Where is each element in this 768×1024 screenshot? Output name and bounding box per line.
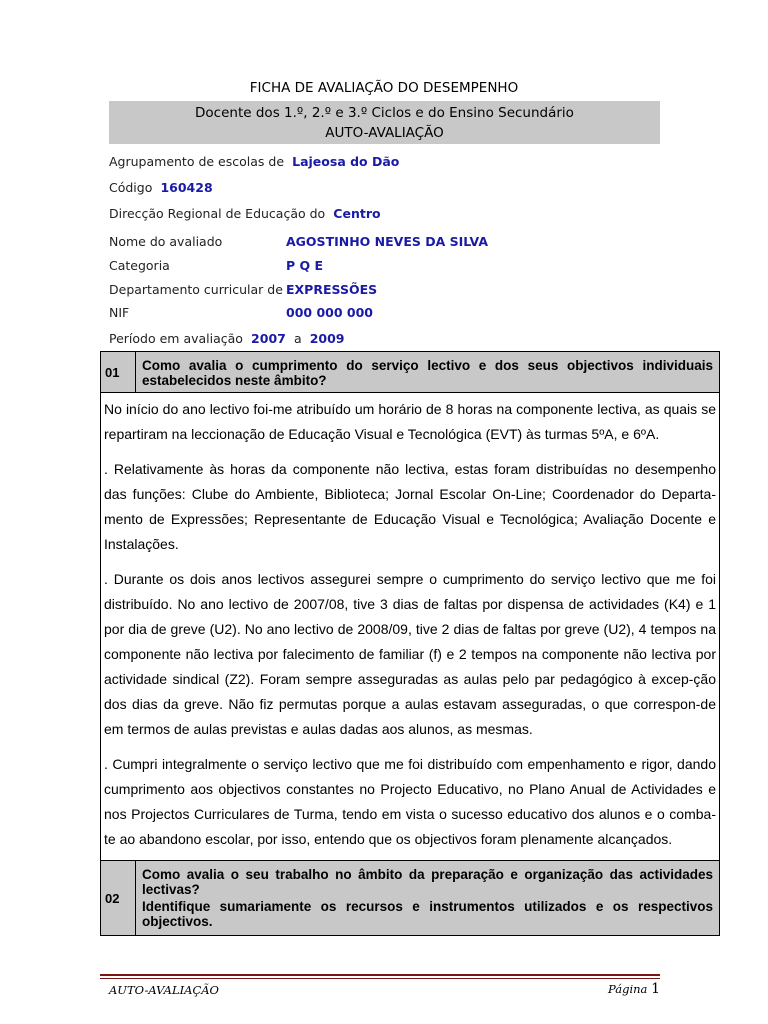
question-row <box>101 861 719 935</box>
answer-paragraph: . Relativamente às horas da componente não lectiva, estas foram distribuídas no desempenho das funções: Clube do Ambiente, Biblioteca; Jornal Escolar On-Line; Coordenador do Departa-mento de Expressões; Representante de Educação Visual e Tecnológica; Avaliação Docente e Instalações. <box>104 461 716 552</box>
periodo-row <box>109 328 348 347</box>
departamento-value: EXPRESSÕES <box>286 282 378 297</box>
question-row <box>101 352 719 393</box>
footer-divider-thin <box>100 978 660 979</box>
nif-value: 000 000 000 <box>286 305 373 320</box>
periodo-to: 2009 <box>309 331 345 346</box>
categoria-value: P Q E <box>286 258 324 273</box>
direccao-value: Centro <box>333 206 381 221</box>
codigo-label: Código <box>109 180 153 195</box>
question-text-block <box>136 861 719 935</box>
answer-paragraph: . Durante os dois anos lectivos assegurei sempre o cumprimento do serviço lectivo que me foi distribuído. No ano lectivo de 2007/08, tive 3 dias de faltas por dispensa de actividades (K4) e 1 por dia de greve (U2). No ano lectivo de 2008/09, tive 2 dias de faltas por greve (U2), 4 tempos na componente não lectiva por falecimento de familiar (f) e 2 tempos na componente não lectiva por actividade sindical (Z2). Foram sempre asseguradas as aulas pelo par pedagógico à excep-ção dos dias da greve. Não fiz permutas porque a aulas estavam asseguradas, o que correspon-de em termos de aulas previstas e aulas dadas aos alunos, as mesmas. <box>104 571 716 737</box>
question-number: 02 <box>101 861 136 935</box>
codigo-row <box>109 177 216 196</box>
nome-label: Nome do avaliado <box>109 234 223 249</box>
question-text: Como avalia o cumprimento do serviço lectivo e dos seus objectivos individuais estabelecidos neste âmbito? <box>142 358 713 388</box>
agrupamento-value: Lajeosa do Dão <box>292 154 400 169</box>
direccao-row <box>109 203 384 222</box>
question-text-secondary: Identifique sumariamente os recursos e instrumentos utilizados e os respectivos objectivos. <box>142 899 713 929</box>
departamento-label: Departamento curricular de <box>109 282 283 297</box>
periodo-label: Período em avaliação <box>109 331 243 346</box>
document-title: FICHA DE AVALIAÇÃO DO DESEMPENHO <box>249 80 519 96</box>
question-number: 01 <box>101 352 136 392</box>
nif-label: NIF <box>109 305 130 320</box>
header-band <box>109 101 660 144</box>
page-label: Página <box>608 982 648 996</box>
page-number: 1 <box>651 981 660 997</box>
periodo-from: 2007 <box>251 331 286 346</box>
periodo-sep: a <box>293 331 302 346</box>
questions-table <box>100 351 720 936</box>
footer-divider <box>100 974 660 976</box>
categoria-label: Categoria <box>109 258 170 273</box>
answer-paragraph: No início do ano lectivo foi-me atribuído um horário de 8 horas na componente lectiva, as quais se repartiram na leccionação de Educação Visual e Tecnológica (EVT) às turmas 5ºA, e 6ºA. <box>104 401 716 442</box>
question-text: Como avalia o seu trabalho no âmbito da preparação e organização das actividades lectivas? <box>142 867 713 897</box>
page-indicator <box>560 981 660 997</box>
codigo-value: 160428 <box>160 180 213 195</box>
footer-title: AUTO-AVALIAÇÃO <box>109 983 219 997</box>
answer-body <box>101 393 719 861</box>
document-subtitle-auto: AUTO-AVALIAÇÃO <box>325 125 444 141</box>
nome-value: AGOSTINHO NEVES DA SILVA <box>286 234 489 249</box>
answer-paragraph: . Cumpri integralmente o serviço lectivo que me foi distribuído com empenhamento e rigor, dando cumprimento aos objectivos constantes no Projecto Educativo, no Plano Anual de Actividades e nos Projectos Curriculares de Turma, tendo em vista o sucesso educativo dos alunos e o comba-te ao abandono escolar, por isso, entendo que os objectivos foram plenamente alcançados. <box>104 756 716 847</box>
document-subtitle: Docente dos 1.º, 2.º e 3.º Ciclos e do Ensino Secundário <box>195 105 574 121</box>
agrupamento-label: Agrupamento de escolas de <box>109 154 285 169</box>
direccao-label: Direcção Regional de Educação do <box>109 206 326 221</box>
agrupamento-row <box>109 151 402 170</box>
